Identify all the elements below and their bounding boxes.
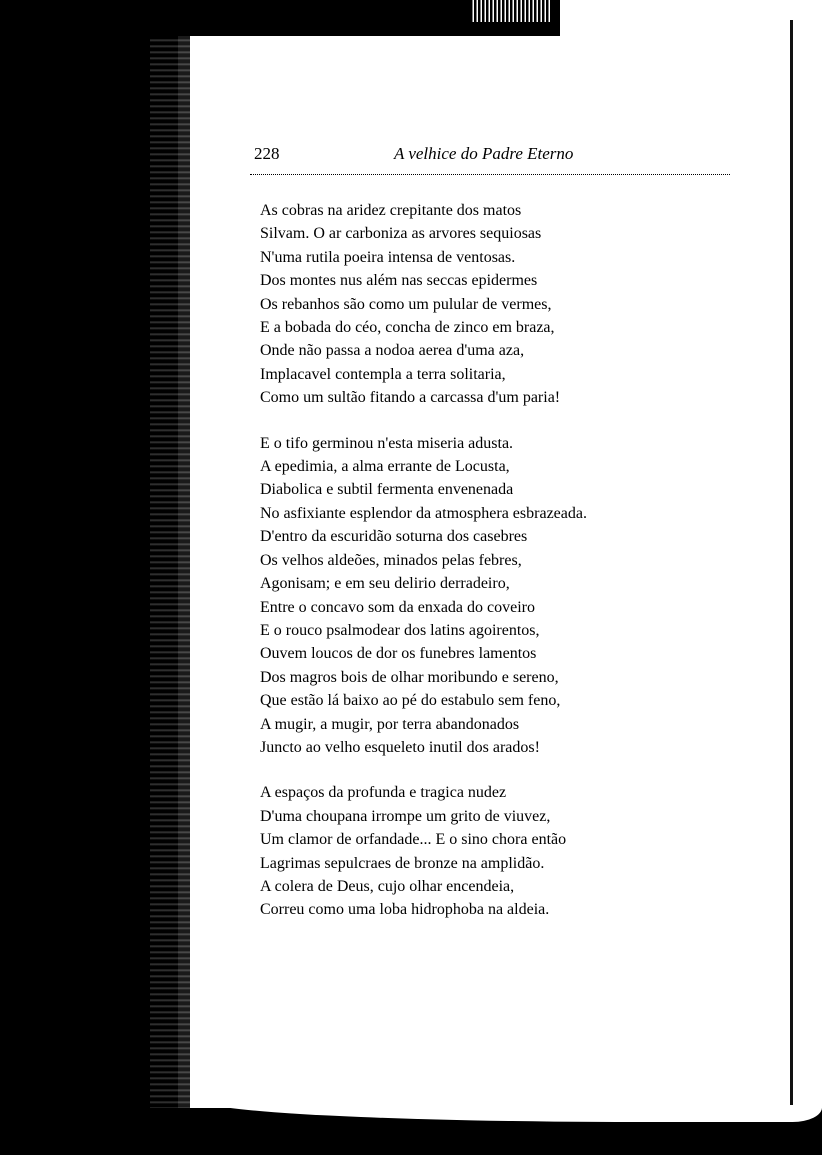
right-page-edge xyxy=(790,20,793,1105)
page-number: 228 xyxy=(254,144,280,163)
verse-line: Os rebanhos são como um pulular de vermes, xyxy=(260,295,552,313)
verse-line: Onde não passa a nodoa aerea d'uma aza, xyxy=(260,342,525,360)
book-page xyxy=(178,36,790,1108)
running-title: A velhice do Padre Eterno xyxy=(394,144,574,163)
verse-line: Um clamor de orfandade... E o sino chora então xyxy=(260,831,567,849)
verse-line: Implacavel contempla a terra solitaria, xyxy=(260,365,506,383)
verse-line: Correu como uma loba hidrophoba na aldeia. xyxy=(260,901,550,919)
stanza-3 xyxy=(260,781,700,921)
top-scan-border-fade xyxy=(470,0,550,22)
verse-line: E a bobada do céo, concha de zinco em braza, xyxy=(260,319,555,337)
verse-line: A espaços da profunda e tragica nudez xyxy=(260,784,507,802)
verse-line: Diabolica e subtil fermenta envenenada xyxy=(260,481,514,499)
verse-line: No asfixiante esplendor da atmosphera esbrazeada. xyxy=(260,504,587,522)
verse-line: Que estão lá baixo ao pé do estabulo sem feno, xyxy=(260,692,561,710)
verse-line: D'uma choupana irrompe um grito de viuvez, xyxy=(260,807,551,825)
verse-line: Dos montes nus além nas seccas epidermes xyxy=(260,272,538,290)
verse-line: Os velhos aldeões, minados pelas febres, xyxy=(260,551,522,569)
verse-line: As cobras na aridez crepitante dos matos xyxy=(260,202,522,219)
verse-line: Ouvem loucos de dor os funebres lamentos xyxy=(260,645,537,663)
poem-body xyxy=(260,199,700,944)
verse-line: Agonisam; e em seu delirio derradeiro, xyxy=(260,575,510,593)
verse-line: A epedimia, a alma errante de Locusta, xyxy=(260,458,510,476)
stanza-2 xyxy=(260,432,700,760)
verse-line: Lagrimas sepulcraes de bronze na amplidão. xyxy=(260,854,545,872)
verse-line: D'entro da escuridão soturna dos casebres xyxy=(260,528,528,546)
verse-line: A mugir, a mugir, por terra abandonados xyxy=(260,715,520,733)
page-header xyxy=(250,144,730,174)
verse-line: Silvam. O ar carboniza as arvores sequiosas xyxy=(260,225,542,243)
header-rule xyxy=(250,174,730,175)
verse-line: Como um sultão fitando a carcassa d'um paria! xyxy=(260,389,561,407)
verse-line: Juncto ao velho esqueleto inutil dos arados! xyxy=(260,738,540,756)
verse-line: E o rouco psalmodear dos latins agoirentos, xyxy=(260,621,540,639)
verse-line: N'uma rutila poeira intensa de ventosas. xyxy=(260,248,516,266)
verse-line: Entre o concavo som da enxada do coveiro xyxy=(260,598,536,616)
stanza-1 xyxy=(260,199,700,410)
verse-line: E o tifo germinou n'esta miseria adusta. xyxy=(260,434,514,452)
verse-line: A colera de Deus, cujo olhar encendeia, xyxy=(260,877,515,895)
verse-line: Dos magros bois de olhar moribundo e sereno, xyxy=(260,668,559,686)
